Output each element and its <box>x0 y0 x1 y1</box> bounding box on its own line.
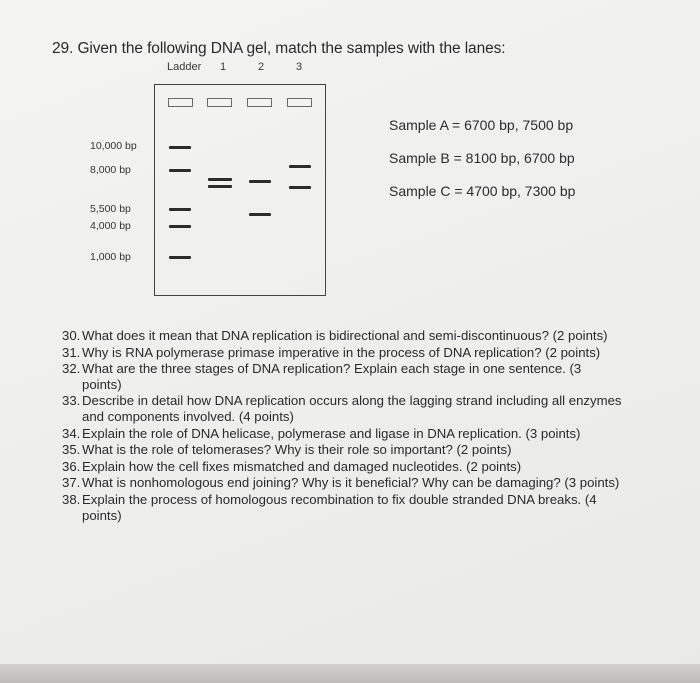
question-number: 37. <box>62 475 81 491</box>
question-34 <box>62 426 622 442</box>
question-33 <box>62 393 622 424</box>
lane-2-band-lower <box>249 213 271 216</box>
ladder-size-5500: 5,500 bp <box>90 203 131 215</box>
ladder-size-8000: 8,000 bp <box>90 164 131 176</box>
question-number: 36. <box>62 458 81 474</box>
lane-label-3: 3 <box>296 61 303 73</box>
well-lane-1 <box>207 98 232 107</box>
question-text: What is nonhomologous end joining? Why is it beneficial? Why can be damaging? (3 points) <box>82 475 620 491</box>
question-30 <box>62 328 622 344</box>
well-lane-3 <box>287 98 312 107</box>
question-text: What are the three stages of DNA replication? Explain each stage in one sentence. (3 points) <box>82 361 582 392</box>
ladder-band-4000 <box>169 225 191 228</box>
ladder-band-10000 <box>169 146 191 149</box>
ladder-size-1000: 1,000 bp <box>90 251 131 263</box>
question-text: Explain the process of homologous recombination to fix double stranded DNA breaks. (4 points) <box>82 491 597 523</box>
question-35 <box>62 442 622 458</box>
lane-1-band-lower <box>208 185 232 188</box>
question-38 <box>62 492 622 523</box>
question-text: What does it mean that DNA replication is bidirectional and semi-discontinuous? (2 points) <box>82 328 608 343</box>
lane-label-1: 1 <box>220 61 227 73</box>
lane-1-band-upper <box>208 178 232 181</box>
question-text: Why is RNA polymerase primase imperative in the process of DNA replication? (2 points) <box>82 344 601 360</box>
question-text: Describe in detail how DNA replication occurs along the lagging strand including all enzymes and components involved. (4 points) <box>82 393 622 424</box>
question-32 <box>62 361 622 392</box>
question-text: Explain the role of DNA helicase, polymerase and ligase in DNA replication. (3 points) <box>82 425 581 441</box>
question-text: What is the role of telomerases? Why is their role so important? (2 points) <box>82 442 512 458</box>
question-number: 30. <box>62 328 81 343</box>
lane-2-band-upper <box>249 180 271 183</box>
lane-label-ladder: Ladder <box>167 61 202 73</box>
question-number: 31. <box>62 344 81 360</box>
question-36 <box>62 459 622 475</box>
question-list <box>62 328 622 524</box>
question-29: 29. Given the following DNA gel, match the samples with the lanes: <box>52 40 506 57</box>
question-number: 38. <box>62 491 81 507</box>
question-number: 34. <box>62 425 81 441</box>
question-31 <box>62 345 622 361</box>
ladder-size-10000: 10,000 bp <box>90 140 137 152</box>
question-text: Explain how the cell fixes mismatched and damaged nucleotides. (2 points) <box>82 458 522 474</box>
question-number: 35. <box>62 442 81 458</box>
ladder-band-8000 <box>169 169 191 172</box>
well-lane-2 <box>247 98 272 107</box>
ladder-size-4000: 4,000 bp <box>90 220 131 232</box>
well-ladder <box>168 98 193 107</box>
ladder-band-5500 <box>169 208 191 211</box>
lane-label-2: 2 <box>258 61 265 73</box>
page-shadow <box>0 664 700 683</box>
dna-gel <box>154 84 326 296</box>
question-37 <box>62 475 622 491</box>
question-number: 32. <box>62 361 81 377</box>
lane-3-band-upper <box>289 165 311 168</box>
sample-c: Sample C = 4700 bp, 7300 bp <box>389 183 576 199</box>
lane-3-band-lower <box>289 186 311 189</box>
sample-b: Sample B = 8100 bp, 6700 bp <box>389 150 575 166</box>
question-number: 33. <box>62 393 81 409</box>
sample-a: Sample A = 6700 bp, 7500 bp <box>389 117 574 133</box>
ladder-band-1000 <box>169 256 191 259</box>
